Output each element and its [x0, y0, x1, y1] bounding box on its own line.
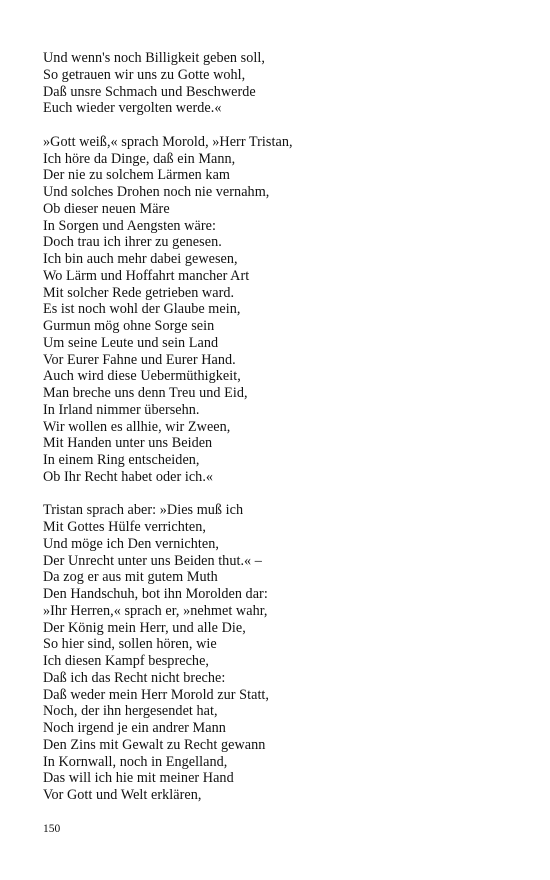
verse-line: Der Unrecht unter uns Beiden thut.« –: [43, 552, 262, 569]
verse-line: Den Zins mit Gewalt zu Recht gewann: [43, 736, 266, 753]
verse-line: Ich bin auch mehr dabei gewesen,: [43, 251, 238, 268]
verse-line: Mit Gottes Hülfe verrichten,: [43, 519, 206, 536]
verse-line: »Ihr Herren,« sprach er, »nehmet wahr,: [43, 602, 268, 619]
verse-line: Das will ich hie mit meiner Hand: [43, 770, 234, 787]
verse-line: Ob dieser neuen Märe: [43, 200, 170, 217]
verse-line: Man breche uns denn Treu und Eid,: [43, 385, 248, 402]
verse-line: Auch wird diese Uebermüthigkeit,: [43, 368, 241, 385]
verse-line: Gurmun mög ohne Sorge sein: [43, 318, 215, 335]
verse-line: Um seine Leute und sein Land: [43, 334, 219, 351]
stanza-3: [43, 502, 523, 804]
verse-line: Der nie zu solchem Lärmen kam: [43, 167, 230, 184]
verse-line: In Kornwall, noch in Engelland,: [43, 753, 228, 770]
verse-line: Doch trau ich ihrer zu genesen.: [43, 234, 222, 251]
verse-line: Ob Ihr Recht habet oder ich.«: [43, 468, 214, 485]
verse-line: So hier sind, sollen hören, wie: [43, 636, 217, 653]
verse-line: Wir wollen es allhie, wir Zween,: [43, 418, 231, 435]
verse-line: Wo Lärm und Hoffahrt mancher Art: [43, 267, 250, 284]
page-number: 150: [43, 823, 61, 835]
stanza-1: [43, 50, 523, 117]
verse-line: In einem Ring entscheiden,: [43, 452, 200, 469]
verse-line: Und solches Drohen noch nie vernahm,: [43, 184, 270, 201]
stanza-2: [43, 134, 523, 486]
verse-line: Ich diesen Kampf bespreche,: [43, 653, 210, 670]
verse-line: Da zog er aus mit gutem Muth: [43, 569, 218, 586]
verse-line: Tristan sprach aber: »Dies muß ich: [43, 502, 244, 519]
verse-line: Daß unsre Schmach und Beschwerde: [43, 83, 256, 100]
verse-line: Noch, der ihn hergesendet hat,: [43, 703, 218, 720]
verse-line: Daß ich das Recht nicht breche:: [43, 669, 226, 686]
verse-line: Mit solcher Rede getrieben ward.: [43, 284, 235, 301]
verse-line: »Gott weiß,« sprach Morold, »Herr Tristan,: [43, 133, 293, 150]
verse-line: Mit Handen unter uns Beiden: [43, 435, 213, 452]
verse-line: In Sorgen und Aengsten wäre:: [43, 217, 216, 234]
verse-line: Vor Eurer Fahne und Eurer Hand.: [43, 351, 236, 368]
verse-line: Es ist noch wohl der Glaube mein,: [43, 301, 241, 318]
verse-line: Ich höre da Dinge, daß ein Mann,: [43, 150, 236, 167]
verse-line: Und wenn's noch Billigkeit geben soll,: [43, 50, 265, 66]
verse-line: Euch wieder vergolten werde.«: [43, 100, 222, 117]
verse-line: Daß weder mein Herr Morold zur Statt,: [43, 686, 270, 703]
verse-line: Vor Gott und Welt erklären,: [43, 787, 202, 804]
verse-line: Der König mein Herr, und alle Die,: [43, 619, 246, 636]
poem-text: [43, 50, 523, 821]
verse-line: Noch irgend je ein andrer Mann: [43, 720, 226, 737]
verse-line: So getrauen wir uns zu Gotte wohl,: [43, 66, 246, 83]
verse-line: In Irland nimmer übersehn.: [43, 401, 200, 418]
verse-line: Und möge ich Den vernichten,: [43, 535, 219, 552]
verse-line: Den Handschuh, bot ihn Morolden dar:: [43, 586, 268, 603]
